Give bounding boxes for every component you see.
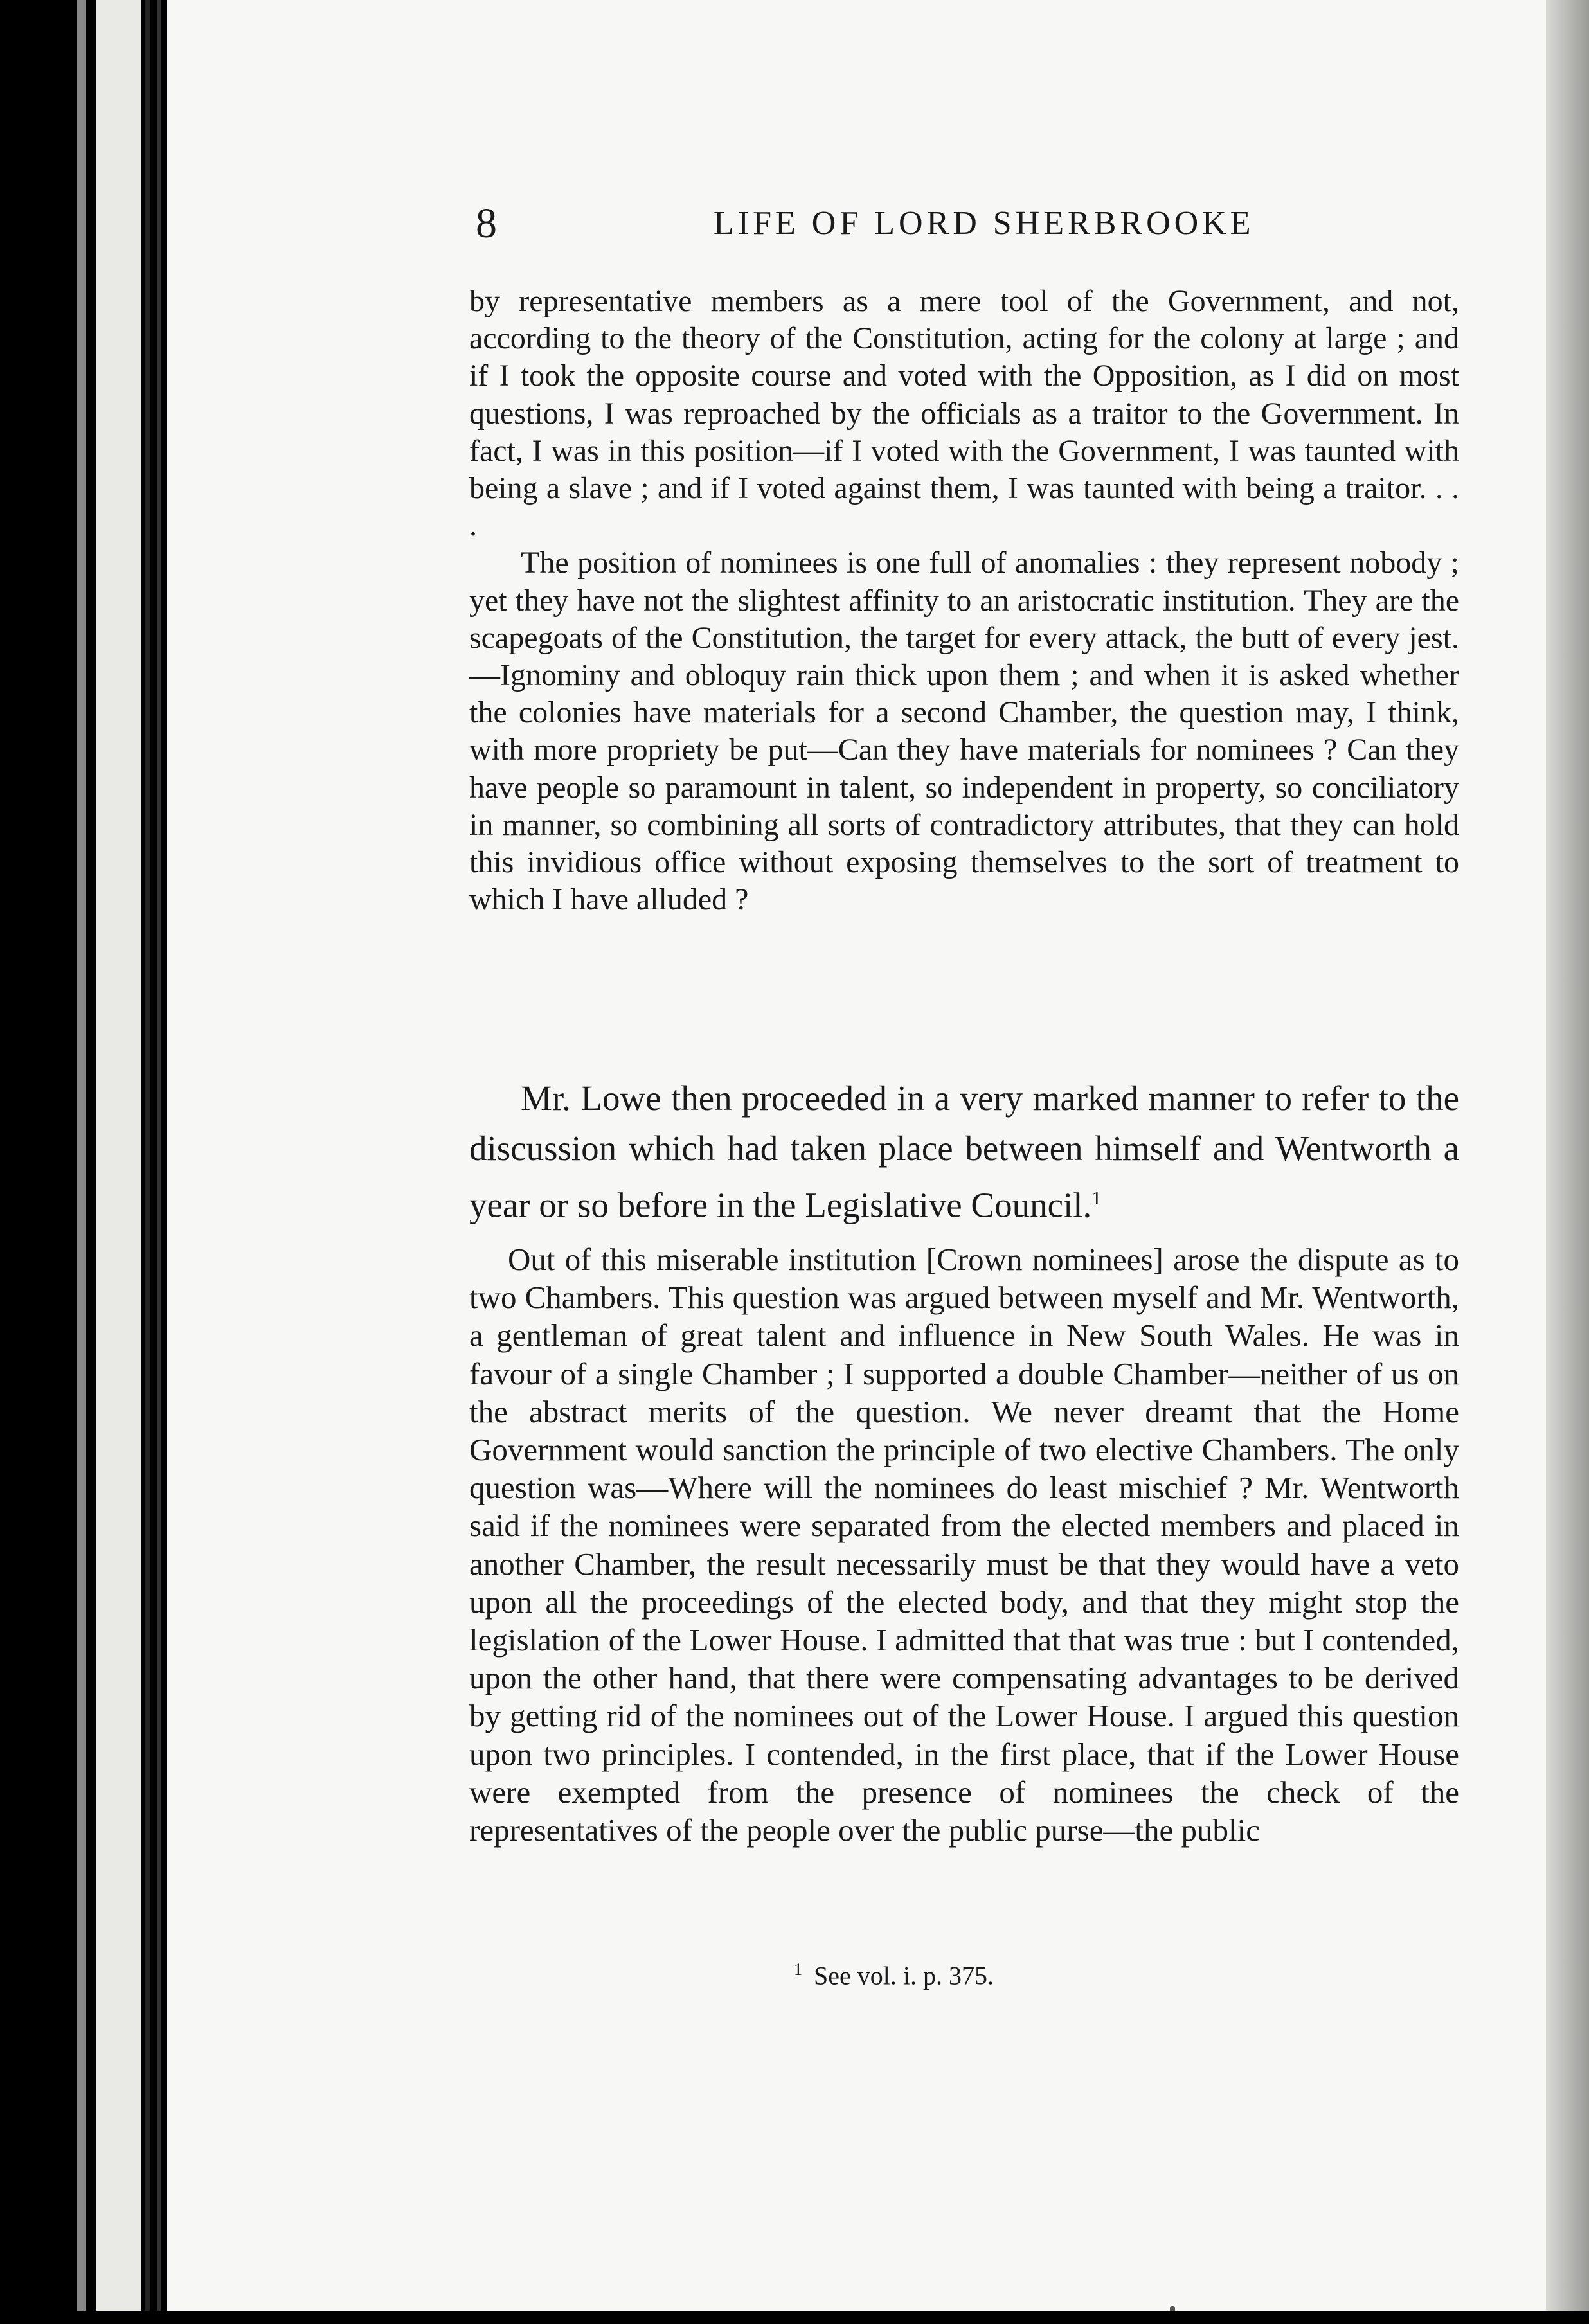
page-header — [476, 199, 1459, 247]
footnote-reference: 1 — [1091, 1188, 1102, 1209]
book-page-edges — [96, 0, 141, 2324]
footnote-marker: 1 — [794, 1960, 802, 1979]
narrative-text: Mr. Lowe then proceeded in a very marked manner to refer to the discussion which had taken place between himself and Wentworth a year or so before in the Legislative Council. — [469, 1078, 1459, 1225]
quotation-paragraph: Out of this miserable institution [Crown nominees] arose the dispute as to two Chambers. This question was argued between myself and Mr. Wentworth, a gentleman of great talent and influence in New South Wales. He was in favour of a single Chamber ; I supported a double Chamber—neither of us on the abstract merits of the question. We never dreamt that the Home Government would sanction the principle of two elective Chambers. The only question was—Where will the nominees do least mischief ? Mr. Wentworth said if the nominees were separated from the elected members and placed in another Chamber, the result necessarily must be that they would have a veto upon all the proceedings of the elected body, and that they might stop the legislation of the Lower House. I admitted that that was true : but I contended, upon the other hand, that there were compensating advantages to be derived by getting rid of the nominees out of the Lower House. I argued this question upon two principles. I contended, in the first place, that if the Lower House were exempted from the presence of nominees the check of the representatives of the people over the public purse—the public — [469, 1242, 1459, 1848]
narrative-paragraph — [469, 1073, 1459, 1230]
page-gutter-shadow — [1546, 0, 1589, 2324]
quotation-paragraph: The position of nominees is one full of anomalies : they represent nobody ; yet they have not the slightest affinity to an aristocratic institution. They are the scapegoats of the Constitution, the target for every attack, the butt of every jest.—Ignominy and obloquy rain thick upon them ; and when it is asked whether the colonies have materials for a second Chamber, the question may, I think, with more propriety be put—Can they have materials for nominees ? Can they have people so paramount in talent, so independent in property, so conciliatory in manner, so combining all sorts of contradictory attributes, that they can hold this invidious office without exposing themselves to the sort of treatment to which I have alluded ? — [469, 546, 1459, 917]
book-edge-line — [145, 0, 150, 2324]
book-edge-line — [157, 0, 161, 2324]
footnote-text: See vol. i. p. 375. — [814, 1961, 994, 1990]
page-number: 8 — [476, 200, 497, 247]
quotation-paragraph: by representative members as a mere tool of the Government, and not, according to the theory of the Constitution, acting for the colony at large ; and if I took the opposite course and voted with the Opposition, as I did on most questions, I was reproached by the officials as a traitor to the Government. In fact, I was in this position—if I voted with the Government, I was taunted with being a slave ; and if I voted against them, I was taunted with being a traitor. . . . — [469, 284, 1459, 543]
book-edge-line — [77, 0, 86, 2324]
quotation-block-2 — [469, 1240, 1459, 1849]
scan-bottom-border — [0, 2311, 1589, 2324]
quotation-block-1 — [469, 283, 1459, 918]
footnote — [794, 1960, 994, 1990]
running-title: LIFE OF LORD SHERBROOKE — [714, 205, 1255, 242]
